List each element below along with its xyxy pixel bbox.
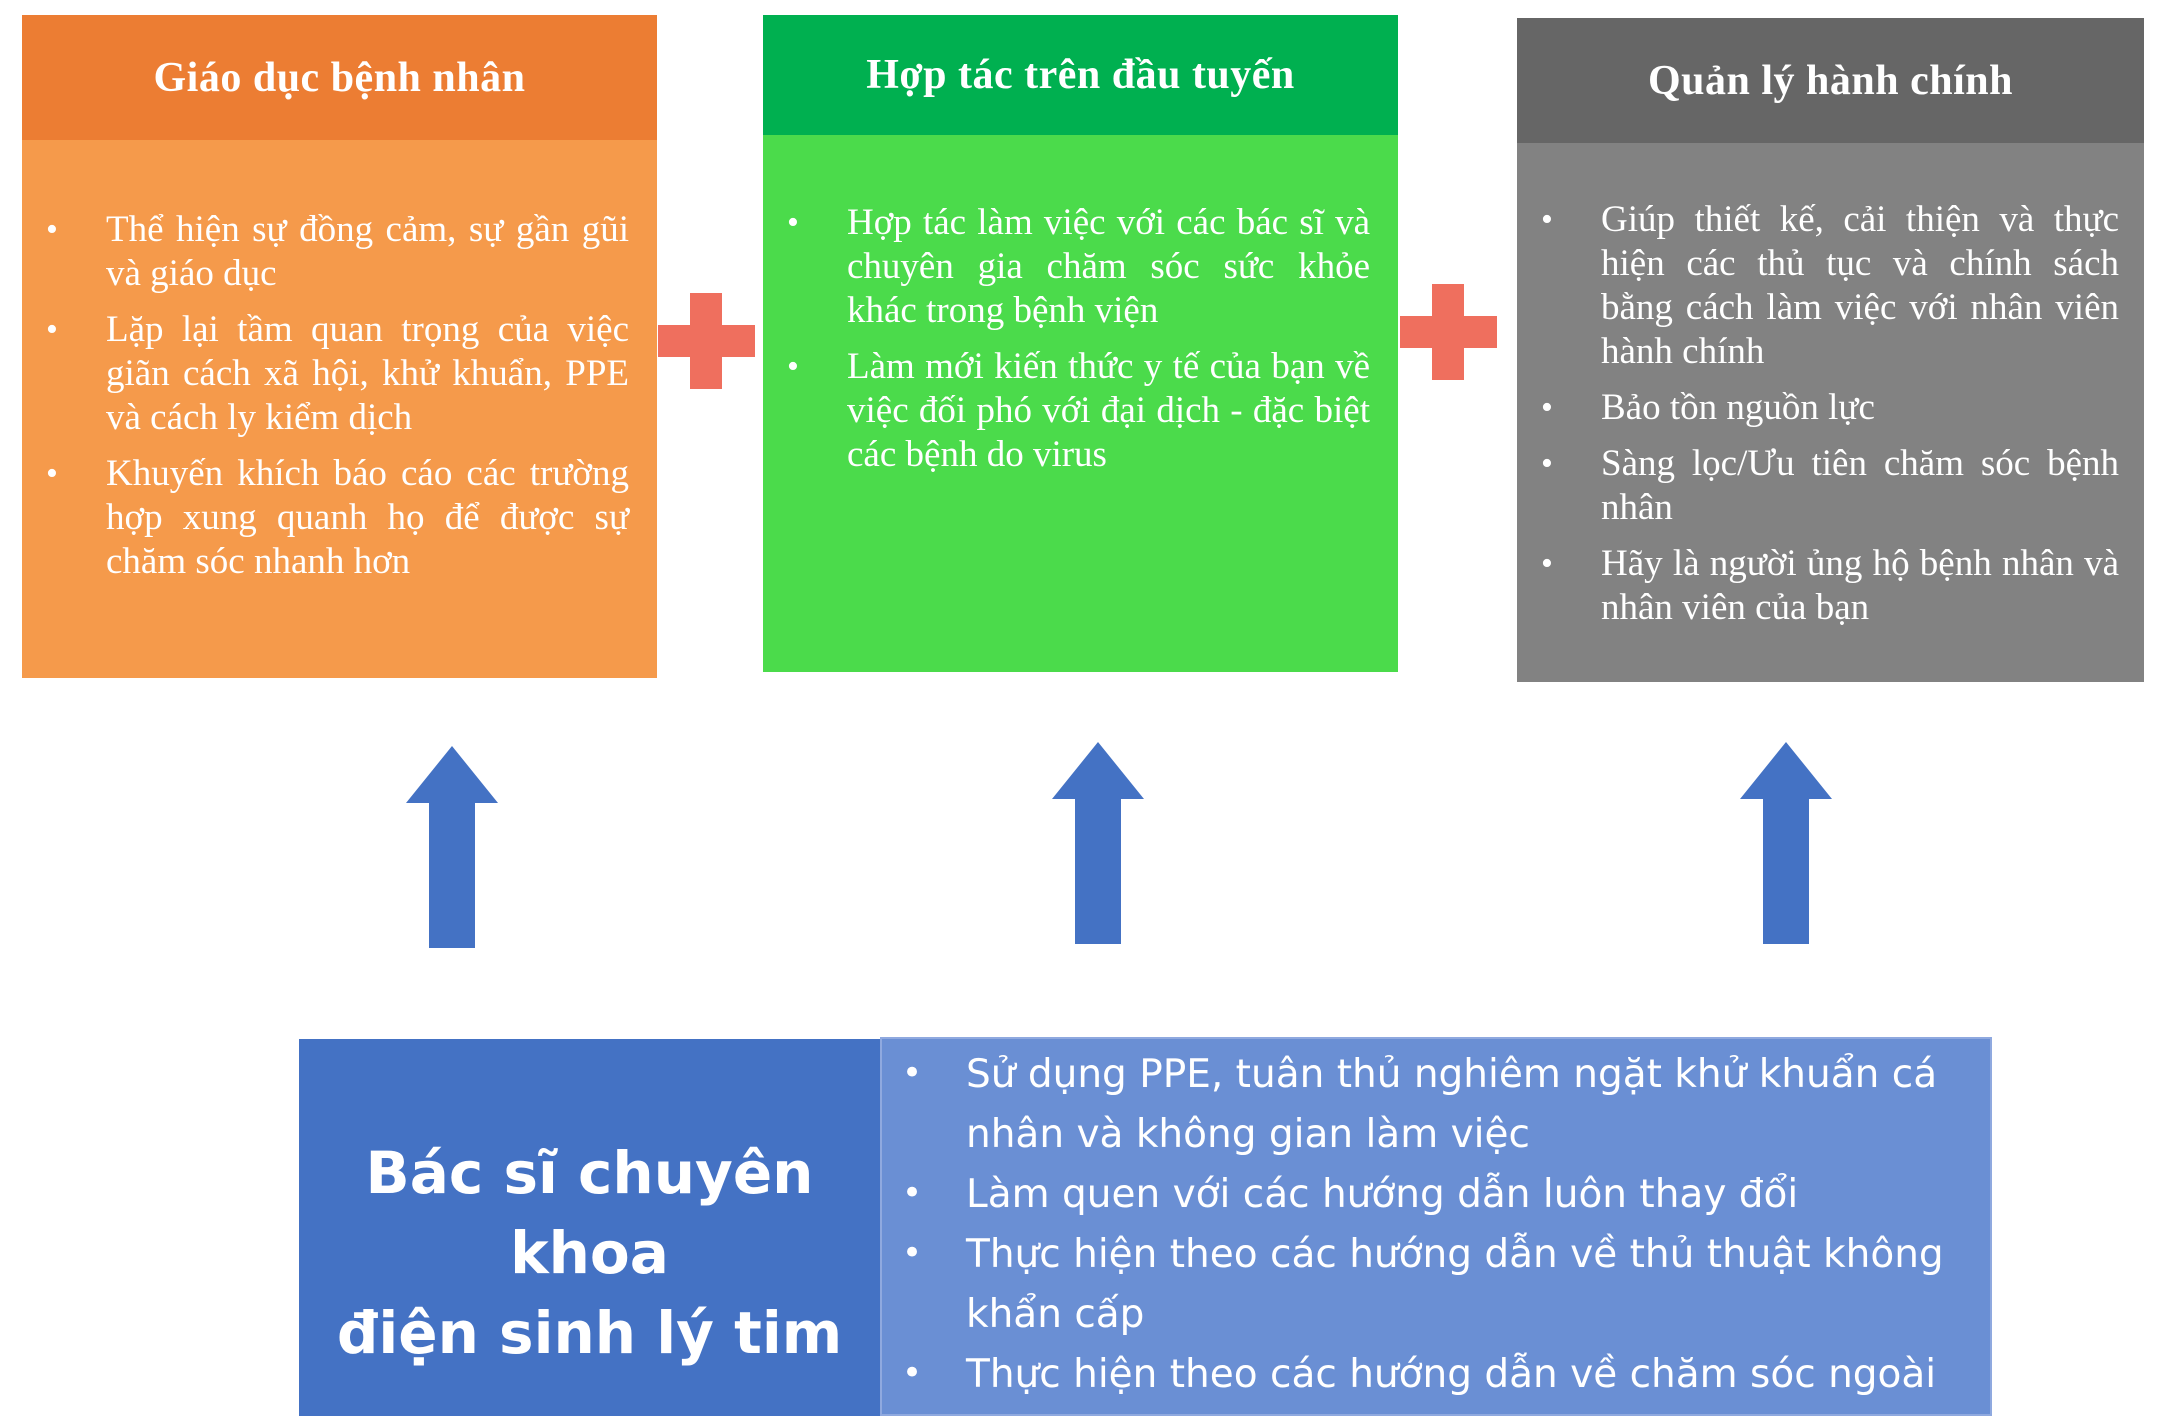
list-item: • Thực hiện theo các hướng dẫn về thủ thuật không khẩn cấp [902, 1232, 1944, 1337]
bullet-icon: • [46, 211, 58, 248]
up-arrow-icon [406, 746, 498, 948]
list-item: • Hợp tác làm việc với các bác sĩ và chuyên gia chăm sóc sức khỏe khác trong bệnh viện [787, 202, 1370, 331]
electrophysiologist-box [299, 1039, 880, 1416]
list-item: • Khuyến khích báo cáo các trường hợp xung quanh họ để được sự chăm sóc nhanh hơn [46, 453, 629, 582]
bullet-icon: • [1541, 201, 1553, 238]
electrophysiologist-duties-box [880, 1037, 1992, 1416]
bullet-list [1517, 198, 2119, 642]
bullet-icon: • [902, 1353, 923, 1393]
list-item: • Hãy là người ủng hộ bệnh nhân và nhân viên của bạn [1541, 543, 2119, 628]
bullet-icon: • [46, 311, 58, 348]
bullet-icon: • [1541, 545, 1553, 582]
bullet-list [22, 208, 629, 596]
bullet-list [882, 1045, 1970, 1405]
box-body [1517, 143, 2144, 682]
bullet-icon: • [787, 204, 799, 241]
bullet-icon: • [902, 1173, 923, 1213]
box-title: Giáo dục bệnh nhân [22, 15, 657, 140]
list-item: • Lặp lại tầm quan trọng của việc giãn cách xã hội, khử khuẩn, PPE và cách ly kiểm dịch [46, 309, 629, 438]
box-title: Quản lý hành chính [1517, 18, 2144, 143]
bullet-icon: • [1541, 445, 1553, 482]
frontline-collaboration-box [763, 15, 1398, 672]
plus-icon [658, 293, 755, 389]
list-item: • Thực hiện theo các hướng dẫn về chăm sóc ngoài [902, 1352, 1937, 1397]
list-item: • Thể hiện sự đồng cảm, sự gần gũi và giáo dục [46, 209, 629, 294]
list-item: • Giúp thiết kế, cải thiện và thực hiện các thủ tục và chính sách bằng cách làm việc với nhân viên hành chính [1541, 199, 2119, 372]
list-item: • Làm mới kiến thức y tế của bạn về việc đối phó với đại dịch - đặc biệt các bệnh do virus [787, 346, 1370, 475]
up-arrow-icon [1740, 742, 1832, 944]
box-body [763, 135, 1398, 672]
administration-box [1517, 18, 2144, 682]
plus-icon [1400, 284, 1497, 380]
bullet-icon: • [46, 455, 58, 492]
up-arrow-icon [1052, 742, 1144, 944]
patient-education-box [22, 15, 657, 678]
list-item: • Sử dụng PPE, tuân thủ nghiêm ngặt khử khuẩn cá nhân và không gian làm việc [902, 1052, 1938, 1157]
list-item: • Làm quen với các hướng dẫn luôn thay đổi [902, 1172, 1799, 1217]
box-body [22, 140, 657, 678]
electrophysiologist-title: Bác sĩ chuyên khoa điện sinh lý tim [336, 1138, 843, 1367]
bullet-list [763, 201, 1370, 489]
box-title: Hợp tác trên đầu tuyến [763, 15, 1398, 135]
bullet-icon: • [902, 1233, 923, 1273]
bullet-icon: • [1541, 389, 1553, 426]
list-item: • Bảo tồn nguồn lực [1541, 387, 1875, 428]
list-item: • Sàng lọc/Ưu tiên chăm sóc bệnh nhân [1541, 443, 2119, 528]
bullet-icon: • [787, 348, 799, 385]
bullet-icon: • [902, 1053, 923, 1093]
